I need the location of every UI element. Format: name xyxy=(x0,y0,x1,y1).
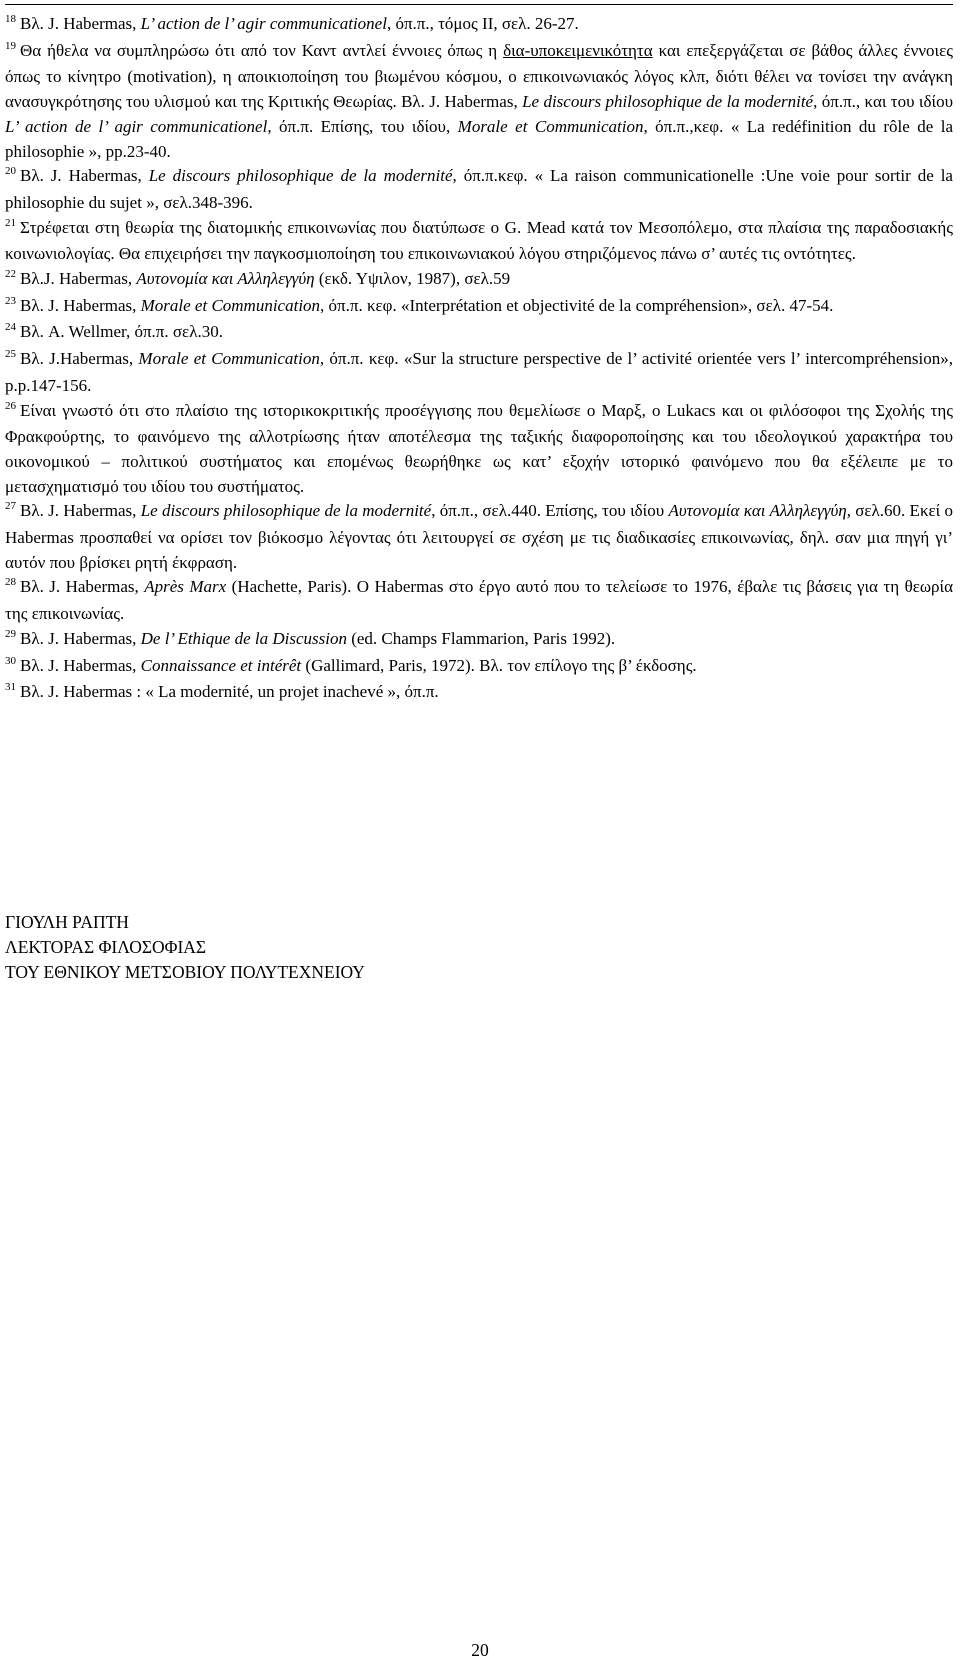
footnote-number: 29 xyxy=(5,627,16,640)
footnote-text: Βλ. J. Habermas, xyxy=(20,577,145,597)
footnote-text: (Hachette, Paris). Ο Habermas στο έργο αυτό που το τελείωσε το 1976, έβαλε τις βάσεις για τη θεωρία της επικοινωνίας. xyxy=(5,577,954,624)
footnote xyxy=(5,680,953,707)
footnote xyxy=(5,12,953,39)
footnote-text: Θα ήθελα να συμπληρώσω ότι από τον Καντ αντλεί έννοιες όπως η xyxy=(20,40,504,60)
footnote xyxy=(5,499,953,575)
footnote xyxy=(5,294,953,321)
footnote-text: Βλ. J. Habermas, xyxy=(20,655,141,675)
footnote xyxy=(5,216,953,267)
footnote-text: , όπ.π.κεφ. « La raison communicationelle :Une voie pour sortir de la philosophie du sujet », σελ.348-396. xyxy=(5,166,953,212)
footnote-number: 25 xyxy=(5,348,16,361)
footnote-text: Είναι γνωστό ότι στο πλαίσιο της ιστορικοκριτικής προσέγγισης που θεμελίωσε ο Μαρξ, ο Lukacs και οι φιλόσοφοι της Σχολής της Φρακφούρτης, το φαινόμενο της αλλοτρίωσης ήταν αποτέλεσμα της ταξικής διαφοροποίησης και του ιδεολογικού χαρακτήρα του οικονομικού – πολιτικού συστήματος και επομένως θεωρήθηκε ως κατ’ εξοχήν ιστορικό φαινόμενο που θα εξέλειπε με το μετασχηματισμό του ιδίου του συστήματος. xyxy=(5,400,953,496)
footnote-text: Στρέφεται στη θεωρία της διατομικής επικοινωνίας που διατύπωσε ο G. Mead κατά τον Μεσοπόλεμο, στα πλαίσια της παραδοσιακής κοινωνιολογίας. Θα επιχειρήσει την παγκοσμιοποίηση του επικοινωνιακού λόγου στηριζόμενος πάνω σ’ αυτές τις οντότητες. xyxy=(5,217,953,264)
footnotes-list xyxy=(5,12,953,707)
author-institution: ΤΟΥ ΕΘΝΙΚΟΥ ΜΕΤΣΟΒΙΟΥ ΠΟΛΥΤΕΧΝΕΙΟΥ xyxy=(5,962,365,982)
footnote-title-italic: Αυτονομία και Αλληλεγγύη xyxy=(136,269,315,289)
footnote-number: 30 xyxy=(5,654,16,667)
footnote-number: 31 xyxy=(5,681,16,694)
footnote-text: Βλ.J. Habermas, xyxy=(20,269,137,289)
footnote-title-italic: Le discours philosophique de la modernité xyxy=(140,501,432,521)
footnote-text-underlined: δια-υποκειμενικότητα xyxy=(503,40,653,60)
footnote-number: 23 xyxy=(5,294,16,307)
footnote-number: 22 xyxy=(5,268,16,281)
author-title: ΛΕΚΤΟΡΑΣ ΦΙΛΟΣΟΦΙΑΣ xyxy=(5,937,207,957)
footnote-title-italic: L’ action de l’ agir communicationel xyxy=(140,14,387,33)
footnote-text: , όπ.π.,κεφ. « La redéfinition du rôle de la philosophie », pp.23-40. xyxy=(5,116,954,161)
footnote-title-italic: De l’ Ethique de la Discussion xyxy=(140,628,347,648)
footnote-text: (ed. Champs Flammarion, Paris 1992). xyxy=(346,628,616,648)
footnote xyxy=(5,267,953,294)
footnote-text: Βλ. J.Habermas, xyxy=(20,349,139,369)
footnote-title-italic: L’ action de l’ agir communicationel xyxy=(5,116,268,136)
footnote-text: (Gallimard, Paris, 1972). Βλ. τον επίλογο της β’ έκδοσης. xyxy=(301,655,697,675)
footnote-text: (εκδ. Υψιλον, 1987), σελ.59 xyxy=(314,269,511,289)
author-signature-block xyxy=(5,910,365,985)
footnote-text: , όπ.π., τόμος ΙΙ, σελ. 26-27. xyxy=(386,14,579,33)
footnote-text: , όπ.π. Επίσης, του ιδίου, xyxy=(267,116,458,136)
footnote-text: σελ.60. Εκεί ο Habermas προσπαθεί να ορίσει τον βιόκοσμο λέγοντας ότι λειτουργεί σε σχέση με τις διαδικασίες επικοινωνίας, δηλ. σαν μια πηγή γι’ αυτόν που βρίσκει ρητή έκφραση. xyxy=(5,501,953,572)
footnote-text: και επεξεργάζεται σε βάθος άλλες έννοιες όπως το κίνητρο (motivation), η αποικιοποίηση του βιωμένου κόσμου, ο επικοινωνιακός λόγος κλπ, διότι θέλει να τονίσει την ανάγκη ανασυγκρότησης του υλισμού και της Κριτικής Θεωρίας. Βλ. J. Habermas, xyxy=(5,40,953,112)
footnote xyxy=(5,39,953,165)
footnote-text: Βλ. J. Habermas, xyxy=(20,166,149,186)
footnote-number: 20 xyxy=(5,165,16,178)
footnote-text: , όπ.π., και του ιδίου xyxy=(813,92,953,112)
footnote xyxy=(5,320,953,347)
footnote-title-italic: Après Marx xyxy=(144,577,227,597)
footnote-title-italic: Morale et Communication xyxy=(140,295,321,315)
footnote xyxy=(5,575,953,626)
author-name: ΓΙΟΥΛΗ ΡΑΠΤΗ xyxy=(5,912,129,932)
footnote-text: Βλ. J. Habermas : « La modernité, un projet inachevé », όπ.π. xyxy=(20,682,439,702)
footnote xyxy=(5,627,953,654)
footnote-number: 28 xyxy=(5,576,16,589)
footnote-number: 27 xyxy=(5,500,16,513)
footnote-text: Βλ. J. Habermas, xyxy=(20,628,141,648)
footnote-number: 18 xyxy=(5,13,16,25)
footnote-text: Βλ. A. Wellmer, όπ.π. σελ.30. xyxy=(20,322,223,342)
footnote-text: , όπ.π., σελ.440. Επίσης, του ιδίου xyxy=(431,501,669,521)
footnote-separator-line xyxy=(5,4,953,5)
footnote xyxy=(5,399,953,500)
footnote-text: Βλ. J. Habermas, xyxy=(20,501,141,521)
footnote-title-italic: Αυτονομία και Αλληλεγγύη, xyxy=(668,501,851,521)
footnote-title-italic: Morale et Communication xyxy=(457,116,644,136)
footnote-text: Βλ. J. Habermas, xyxy=(20,295,141,315)
footnote xyxy=(5,347,953,398)
footnote-title-italic: Connaissance et intérêt xyxy=(140,655,302,675)
footnote-text: Βλ. J. Habermas, xyxy=(20,14,141,33)
footnote-title-italic: Le discours philosophique de la modernité xyxy=(522,92,814,112)
footnote-title-italic: Morale et Communication xyxy=(138,349,320,369)
footnote-number: 24 xyxy=(5,321,16,334)
footnote-number: 21 xyxy=(5,216,16,229)
footnote-number: 19 xyxy=(5,39,16,52)
footnote xyxy=(5,654,953,681)
footnote xyxy=(5,164,953,215)
footnote-text: , όπ.π. κεφ. «Interprétation et objectivité de la compréhension», σελ. 47-54. xyxy=(320,295,834,315)
footnote-title-italic: Le discours philosophique de la modernité xyxy=(148,166,453,186)
footnote-number: 26 xyxy=(5,399,16,412)
page-number: 20 xyxy=(471,1640,489,1660)
footnote-text: , όπ.π. κεφ. «Sur la structure perspective de l’ activité orientée vers l’ intercompréhension», p.p.147-156. xyxy=(5,349,953,395)
